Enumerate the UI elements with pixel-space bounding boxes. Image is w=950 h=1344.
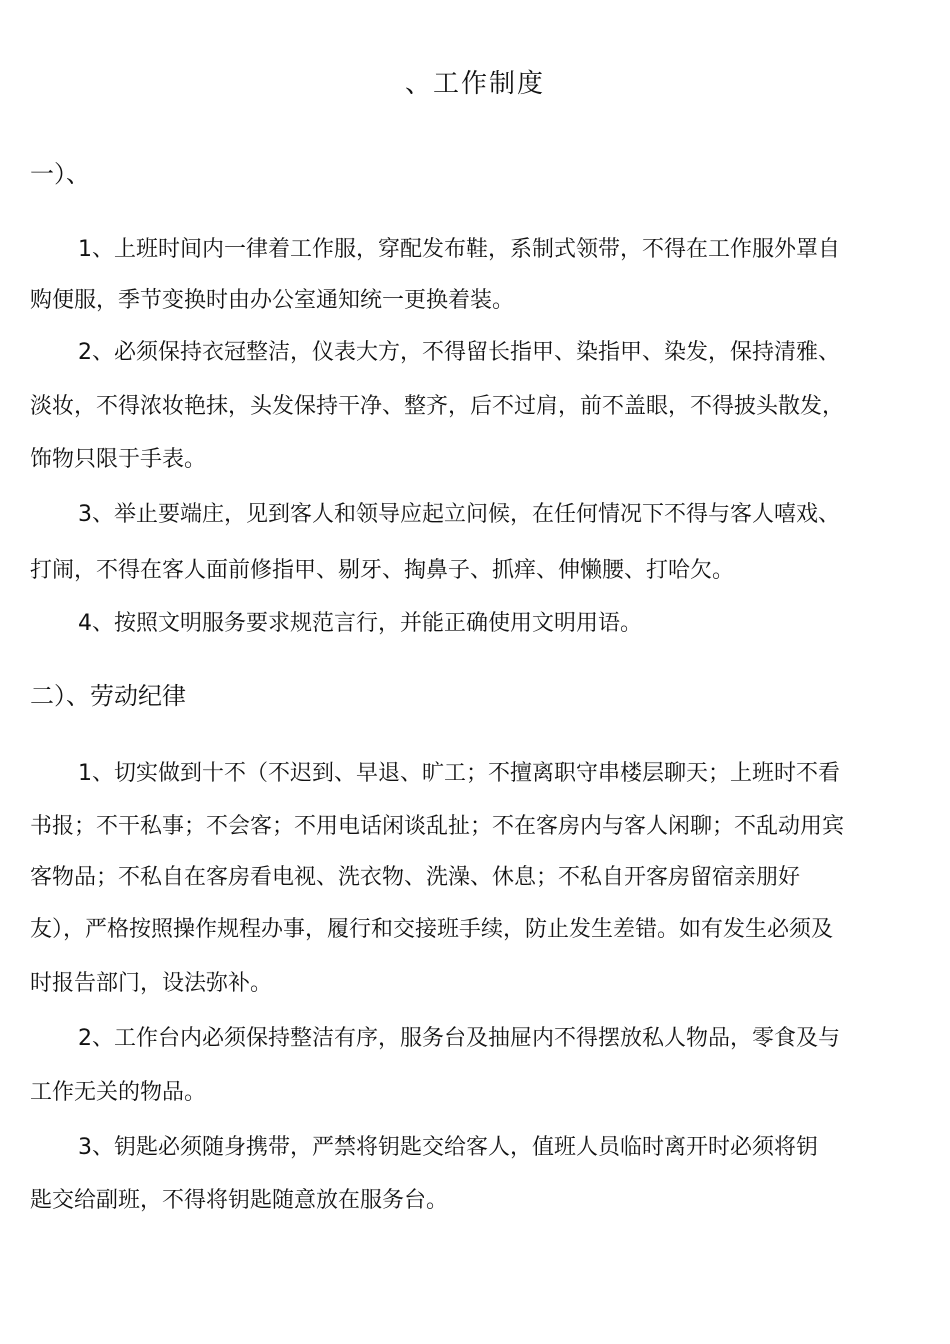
- section2-item1-line4: 友），严格按照操作规程办事，履行和交接班手续，防止发生差错。如有发生必须及: [30, 917, 834, 942]
- section1-item2-line3: 饰物只限于手表。: [30, 447, 207, 472]
- document-title: 、工作制度: [404, 69, 545, 99]
- section2-item1-line3: 客物品；不私自在客房看电视、洗衣物、洗澡、休息；不私自开客房留宿亲朋好: [30, 865, 801, 890]
- section1-item2-line2: 淡妆，不得浓妆艳抹，头发保持干净、整齐，后不过肩，前不盖眼，不得披头散发，: [30, 394, 845, 419]
- section2-item2-line2: 工作无关的物品。: [30, 1080, 207, 1105]
- section2-item3-line2: 匙交给副班，不得将钥匙随意放在服务台。: [30, 1188, 449, 1213]
- section1-item3-line2: 打闹，不得在客人面前修指甲、剔牙、掏鼻子、抓痒、伸懒腰、打哈欠。: [30, 558, 735, 583]
- section-heading-1: 一）、: [30, 160, 90, 188]
- section1-item1-line1: 1、上班时间内一律着工作服，穿配发布鞋，系制式领带，不得在工作服外罩自: [78, 237, 840, 262]
- section2-item1-line1: 1、切实做到十不（不迟到、早退、旷工；不擅离职守串楼层聊天；上班时不看: [78, 761, 840, 786]
- section1-item2-line1: 2、必须保持衣冠整洁，仪表大方，不得留长指甲、染指甲、染发，保持清雅、: [78, 340, 840, 365]
- section1-item3-line1: 3、举止要端庄，见到客人和领导应起立问候，在任何情况下不得与客人嘻戏、: [78, 502, 840, 527]
- section1-item1-line2: 购便服，季节变换时由办公室通知统一更换着装。: [30, 288, 515, 313]
- section2-item1-line5: 时报告部门，设法弥补。: [30, 971, 273, 996]
- section2-item3-line1: 3、钥匙必须随身携带，严禁将钥匙交给客人，值班人员临时离开时必须将钥: [78, 1135, 818, 1160]
- section-heading-2: 二）、劳动纪律: [30, 682, 186, 710]
- section2-item1-line2: 书报；不干私事；不会客；不用电话闲谈乱扯；不在客房内与客人闲聊；不乱动用宾: [30, 814, 845, 839]
- section1-item4-line1: 4、按照文明服务要求规范言行，并能正确使用文明用语。: [78, 611, 642, 636]
- section2-item2-line1: 2、工作台内必须保持整洁有序，服务台及抽屉内不得摆放私人物品，零食及与: [78, 1026, 840, 1051]
